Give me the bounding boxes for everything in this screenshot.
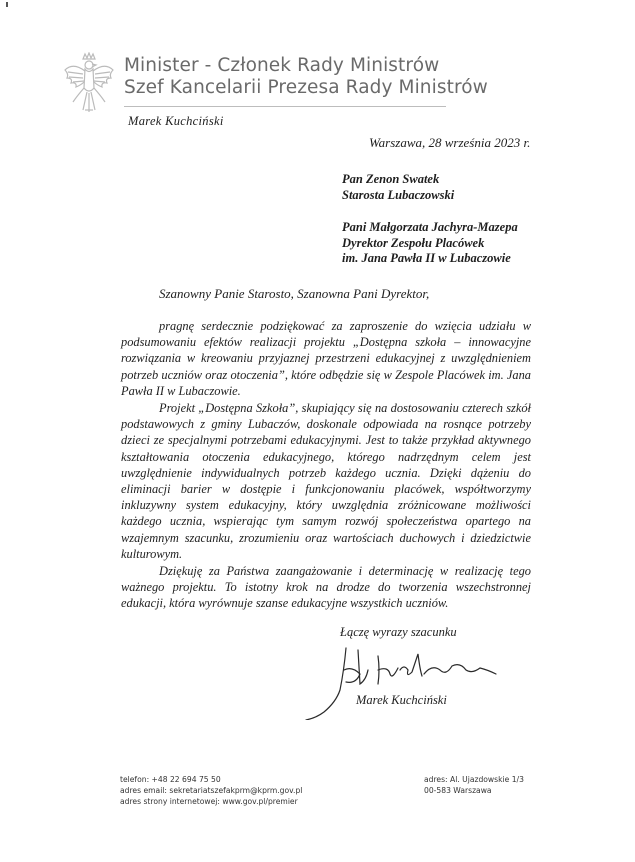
body-paragraph-3: Dziękuję za Państwa zaangażowanie i determinację w realizację tego ważnego projektu. To istotny krok na drodze do tworzenia wszechstronnej edukacji, która wyrównuje szanse edukacyjne wszystkich uczniów.	[121, 564, 531, 611]
recipient-2-institution: im. Jana Pawła II w Lubaczowie	[342, 251, 511, 265]
header-line-2: Szef Kancelarii Prezesa Rady Ministrów	[124, 77, 488, 98]
footer-address-line-2: 00-583 Warszawa	[424, 786, 492, 795]
header-line-1: Minister - Członek Rady Ministrów	[124, 55, 440, 76]
scan-mark	[6, 2, 8, 7]
polish-eagle-emblem-icon	[63, 52, 115, 114]
recipient-1-name: Pan Zenon Swatek	[342, 172, 440, 186]
salutation: Szanowny Panie Starosto, Szanowna Pani Dyrektor,	[159, 286, 430, 301]
header-rule	[124, 106, 446, 107]
body-paragraph-2: Projekt „Dostępna Szkoła”, skupiający się na dostosowaniu czterech szkół podstawowych z gminy Lubaczów, doskonale odpowiada na rosnące potrzeby dzieci ze specjalnymi potrzebami edukacyjnymi. Jest to także przykład aktywnego kształtowania otoczenia edukacyjnego, którego nadrzędnym celem jest uwzględnienie indywidualnych potrzeb każdego ucznia. Dzięki dążeniu do eliminacji barier w dostępie i funkcjonowaniu placówek, współtworzymy inkluzywny system edukacyjny, który uwzględnia zróżnicowane możliwości każdego ucznia, wspierając tym samym rozwój społeczeństwa opartego na wzajemnym szacunku, zrozumieniu oraz wartościach duchowych i dziedzictwie kulturowym.	[121, 401, 531, 561]
footer-email[interactable]: adres email: sekretariatszefakprm@kprm.gov.pl	[120, 786, 303, 795]
closing-phrase: Łączę wyrazy szacunku	[340, 625, 457, 639]
recipient-2-name: Pani Małgorzata Jachyra-Mazepa	[342, 220, 518, 234]
footer-website[interactable]: adres strony internetowej: www.gov.pl/premier	[120, 797, 298, 806]
recipient-block-1	[342, 172, 454, 203]
recipient-1-title: Starosta Lubaczowski	[342, 187, 455, 202]
body-paragraph-1: pragnę serdecznie podziękować za zaproszenie do wzięcia udziału w podsumowaniu efektów realizacji projektu „Dostępna szkoła – innowacyjne rozwiązania w kreowaniu przyjaznej przestrzeni edukacyjnej z uwzględnieniem potrzeb uczniów oraz otoczenia”, które odbędzie się w Zespole Placówek im. Jana Pawła II w Lubaczowie.	[121, 319, 531, 398]
recipient-block-2	[342, 220, 518, 267]
footer-phone: telefon: +48 22 694 75 50	[120, 775, 221, 784]
recipient-2-title: Dyrektor Zespołu Placówek	[342, 235, 485, 250]
footer-address	[424, 774, 524, 796]
signer-name: Marek Kuchciński	[356, 693, 447, 707]
footer-contact	[120, 774, 302, 807]
footer-address-line-1: adres: Al. Ujazdowskie 1/3	[424, 775, 524, 784]
letter-date: Warszawa, 28 września 2023 r.	[369, 135, 531, 150]
header-author: Marek Kuchciński	[128, 114, 224, 128]
letter-body	[121, 318, 531, 613]
handwritten-signature-icon	[300, 640, 530, 720]
